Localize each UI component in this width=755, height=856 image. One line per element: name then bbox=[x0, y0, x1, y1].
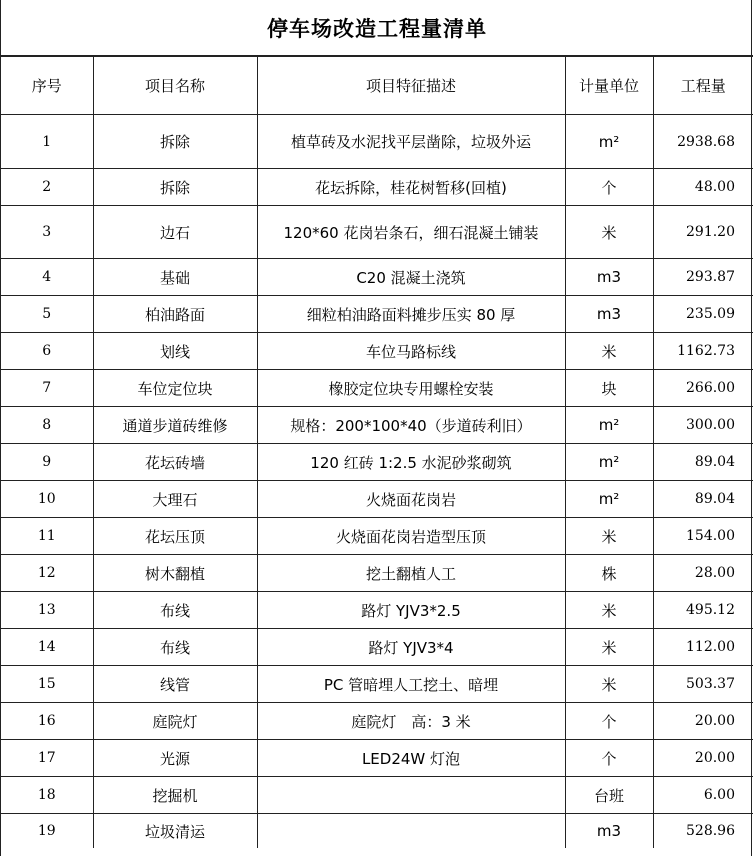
quantity: 2938.68 bbox=[653, 115, 753, 169]
row-number: 14 bbox=[1, 629, 93, 666]
item-description: 路灯 YJV3*2.5 bbox=[257, 592, 565, 629]
table-row bbox=[1, 481, 753, 518]
item-name: 庭院灯 bbox=[93, 703, 257, 740]
row-number: 16 bbox=[1, 703, 93, 740]
row-number: 11 bbox=[1, 518, 93, 555]
table-row bbox=[1, 555, 753, 592]
row-number: 7 bbox=[1, 370, 93, 407]
row-number: 4 bbox=[1, 259, 93, 296]
row-number: 2 bbox=[1, 169, 93, 206]
table-row bbox=[1, 333, 753, 370]
table-row bbox=[1, 518, 753, 555]
quantity: 503.37 bbox=[653, 666, 753, 703]
item-description: 橡胶定位块专用螺栓安装 bbox=[257, 370, 565, 407]
quantity: 1162.73 bbox=[653, 333, 753, 370]
item-name: 柏油路面 bbox=[93, 296, 257, 333]
item-name: 大理石 bbox=[93, 481, 257, 518]
item-description: 细粒柏油路面料摊步压实 80 厚 bbox=[257, 296, 565, 333]
table-row bbox=[1, 444, 753, 481]
table-body bbox=[1, 115, 753, 849]
item-name: 拆除 bbox=[93, 169, 257, 206]
unit-of-measure: 米 bbox=[565, 333, 653, 370]
quantity: 293.87 bbox=[653, 259, 753, 296]
item-description: 庭院灯 高：3 米 bbox=[257, 703, 565, 740]
item-name: 拆除 bbox=[93, 115, 257, 169]
item-name: 光源 bbox=[93, 740, 257, 777]
quantity: 20.00 bbox=[653, 740, 753, 777]
quantity: 6.00 bbox=[653, 777, 753, 814]
quantity: 266.00 bbox=[653, 370, 753, 407]
item-name: 通道步道砖维修 bbox=[93, 407, 257, 444]
table-header-row bbox=[1, 57, 753, 115]
header-no: 序号 bbox=[1, 57, 93, 115]
item-name: 车位定位块 bbox=[93, 370, 257, 407]
quantity: 291.20 bbox=[653, 206, 753, 259]
quantity: 495.12 bbox=[653, 592, 753, 629]
row-number: 17 bbox=[1, 740, 93, 777]
unit-of-measure: 块 bbox=[565, 370, 653, 407]
unit-of-measure: 米 bbox=[565, 666, 653, 703]
quantity: 89.04 bbox=[653, 481, 753, 518]
unit-of-measure: 米 bbox=[565, 592, 653, 629]
unit-of-measure: m3 bbox=[565, 259, 653, 296]
item-description bbox=[257, 777, 565, 814]
item-description: 火烧面花岗岩 bbox=[257, 481, 565, 518]
row-number: 19 bbox=[1, 814, 93, 849]
table-row bbox=[1, 115, 753, 169]
table-row bbox=[1, 592, 753, 629]
item-name: 布线 bbox=[93, 629, 257, 666]
unit-of-measure: 米 bbox=[565, 518, 653, 555]
header-quantity: 工程量 bbox=[653, 57, 753, 115]
unit-of-measure: 米 bbox=[565, 206, 653, 259]
header-unit: 计量单位 bbox=[565, 57, 653, 115]
item-description: 规格：200*100*40（步道砖利旧） bbox=[257, 407, 565, 444]
table-row bbox=[1, 814, 753, 849]
item-description: 挖土翻植人工 bbox=[257, 555, 565, 592]
unit-of-measure: m² bbox=[565, 115, 653, 169]
table-row bbox=[1, 296, 753, 333]
unit-of-measure: m² bbox=[565, 481, 653, 518]
quantity: 300.00 bbox=[653, 407, 753, 444]
row-number: 1 bbox=[1, 115, 93, 169]
quantity: 112.00 bbox=[653, 629, 753, 666]
item-description: C20 混凝土浇筑 bbox=[257, 259, 565, 296]
quantity: 528.96 bbox=[653, 814, 753, 849]
row-number: 8 bbox=[1, 407, 93, 444]
item-name: 垃圾清运 bbox=[93, 814, 257, 849]
item-name: 线管 bbox=[93, 666, 257, 703]
quantity: 235.09 bbox=[653, 296, 753, 333]
unit-of-measure: 个 bbox=[565, 169, 653, 206]
table-row bbox=[1, 206, 753, 259]
item-description: 植草砖及水泥找平层凿除，垃圾外运 bbox=[257, 115, 565, 169]
row-number: 15 bbox=[1, 666, 93, 703]
item-name: 树木翻植 bbox=[93, 555, 257, 592]
item-name: 花坛砖墙 bbox=[93, 444, 257, 481]
item-description: 路灯 YJV3*4 bbox=[257, 629, 565, 666]
table-row bbox=[1, 740, 753, 777]
item-description: 120*60 花岗岩条石，细石混凝土铺装 bbox=[257, 206, 565, 259]
table-row bbox=[1, 259, 753, 296]
quantity: 28.00 bbox=[653, 555, 753, 592]
item-name: 边石 bbox=[93, 206, 257, 259]
unit-of-measure: m² bbox=[565, 407, 653, 444]
row-number: 12 bbox=[1, 555, 93, 592]
quantity: 20.00 bbox=[653, 703, 753, 740]
table-row bbox=[1, 777, 753, 814]
table-row bbox=[1, 629, 753, 666]
row-number: 18 bbox=[1, 777, 93, 814]
item-description: 120 红砖 1:2.5 水泥砂浆砌筑 bbox=[257, 444, 565, 481]
unit-of-measure: 株 bbox=[565, 555, 653, 592]
unit-of-measure: m3 bbox=[565, 814, 653, 849]
unit-of-measure: m3 bbox=[565, 296, 653, 333]
item-name: 布线 bbox=[93, 592, 257, 629]
quantities-table bbox=[1, 56, 753, 848]
unit-of-measure: m² bbox=[565, 444, 653, 481]
item-name: 花坛压顶 bbox=[93, 518, 257, 555]
header-item-name: 项目名称 bbox=[93, 57, 257, 115]
table-row bbox=[1, 666, 753, 703]
table-row bbox=[1, 407, 753, 444]
item-description: 花坛拆除，桂花树暂移(回植) bbox=[257, 169, 565, 206]
row-number: 13 bbox=[1, 592, 93, 629]
table-row bbox=[1, 370, 753, 407]
table-row bbox=[1, 703, 753, 740]
row-number: 9 bbox=[1, 444, 93, 481]
quantity: 89.04 bbox=[653, 444, 753, 481]
unit-of-measure: 米 bbox=[565, 629, 653, 666]
item-description bbox=[257, 814, 565, 849]
item-description: PC 管暗埋人工挖土、暗埋 bbox=[257, 666, 565, 703]
unit-of-measure: 个 bbox=[565, 703, 653, 740]
item-description: 火烧面花岗岩造型压顶 bbox=[257, 518, 565, 555]
quantity: 154.00 bbox=[653, 518, 753, 555]
header-description: 项目特征描述 bbox=[257, 57, 565, 115]
item-description: 车位马路标线 bbox=[257, 333, 565, 370]
row-number: 6 bbox=[1, 333, 93, 370]
row-number: 3 bbox=[1, 206, 93, 259]
page-title: 停车场改造工程量清单 bbox=[1, 0, 753, 56]
item-name: 挖掘机 bbox=[93, 777, 257, 814]
row-number: 10 bbox=[1, 481, 93, 518]
item-name: 基础 bbox=[93, 259, 257, 296]
quantity: 48.00 bbox=[653, 169, 753, 206]
item-name: 划线 bbox=[93, 333, 257, 370]
unit-of-measure: 个 bbox=[565, 740, 653, 777]
item-description: LED24W 灯泡 bbox=[257, 740, 565, 777]
unit-of-measure: 台班 bbox=[565, 777, 653, 814]
table-row bbox=[1, 169, 753, 206]
row-number: 5 bbox=[1, 296, 93, 333]
